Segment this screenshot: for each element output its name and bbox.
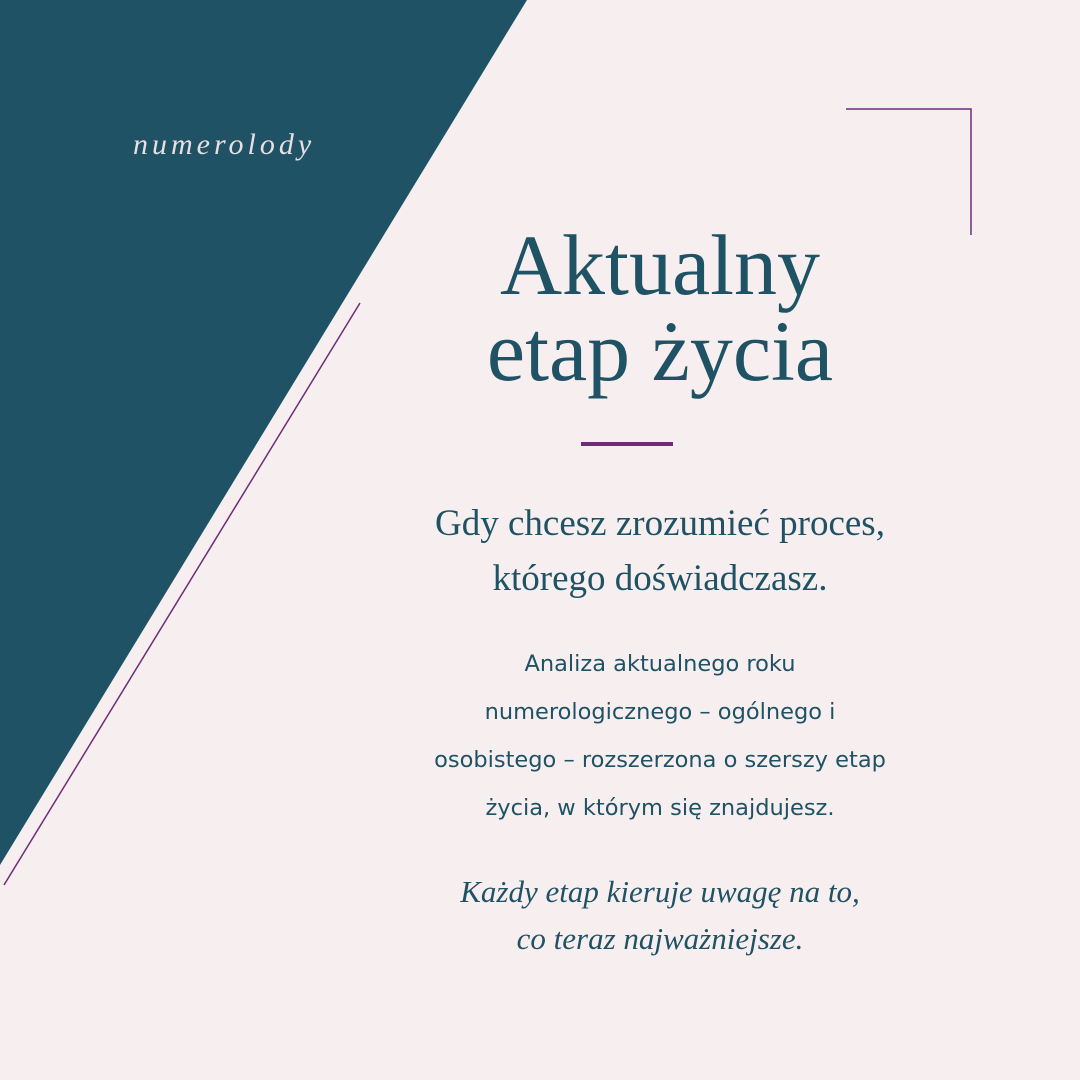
quote-line: co teraz najważniejsze.	[516, 921, 804, 956]
description-line: Analiza aktualnego roku	[524, 651, 796, 677]
description	[360, 640, 960, 832]
subtitle-line: którego doświadczasz.	[492, 558, 828, 599]
description-line: życia, w którym się znajdujesz.	[485, 795, 835, 821]
page-title	[360, 217, 960, 399]
corner-bracket	[846, 109, 971, 235]
description-line: numerologicznego – ogólnego i	[484, 699, 836, 725]
quote-line: Każdy etap kieruje uwagę na to,	[460, 874, 860, 909]
title-line: etap życia	[486, 303, 834, 399]
subtitle-line: Gdy chcesz zrozumieć proces,	[435, 503, 885, 544]
brand-logo: numerolody	[133, 128, 316, 161]
title-line: Aktualny	[499, 217, 821, 313]
subtitle	[360, 496, 960, 606]
closing-quote	[360, 868, 960, 962]
description-line: osobistego – rozszerzona o szerszy etap	[434, 747, 886, 773]
title-divider	[581, 442, 673, 446]
